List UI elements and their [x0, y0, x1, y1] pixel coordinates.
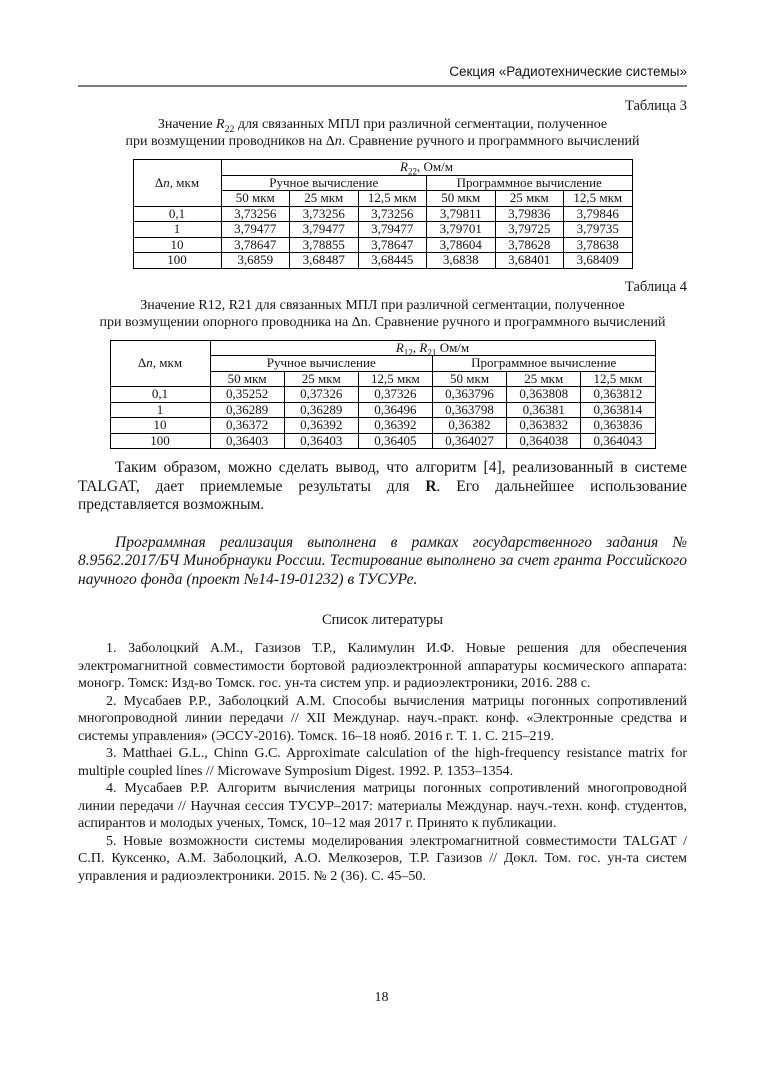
table-cell: 0,37326 — [358, 387, 432, 403]
header-rule — [78, 85, 687, 87]
reference-item: 2. Мусабаев Р.Р., Заболоцкий А.М. Способы вычисления матрицы погонных сопротивлений многопроводной линии передачи // XII Междунар. науч.-практ. конф. «Электронные средства и системы управления» (ЭССУ-2016). Томск. 16–18 нояб. 2016 г. Т. 1. С. 215–219. — [78, 693, 687, 744]
table-header-cell: 25 мкм — [507, 371, 581, 387]
table-cell: 3,79725 — [495, 222, 564, 238]
table-cell: 0,1 — [110, 387, 210, 403]
table-cell: 3,68487 — [290, 253, 359, 269]
running-head — [78, 0, 687, 80]
paragraph-text: . Его дальнейшее использование представляется возможным. — [78, 477, 688, 513]
page-number: 18 — [374, 990, 389, 1005]
table-cell: 3,68401 — [495, 253, 564, 269]
table-cell: 3,79477 — [358, 222, 427, 238]
table-cell: 100 — [110, 433, 210, 449]
table3-caption-line2 — [78, 133, 687, 150]
table-cell: 3,79701 — [427, 222, 496, 238]
references-list — [78, 640, 687, 885]
corner-symbol: n — [146, 355, 153, 370]
caption-text: при возмущении проводников на Δ — [125, 134, 335, 149]
table-row — [110, 433, 655, 449]
table-group-header: Программное вычисление — [432, 356, 655, 372]
table-cell: 3,79836 — [495, 206, 564, 222]
unit-text: Ом/м — [436, 339, 470, 355]
table-header-cell: 50 мкм — [427, 191, 496, 207]
table4-header-row-1 — [110, 340, 655, 356]
table-cell: 10 — [133, 237, 221, 253]
corner-symbol: n — [163, 174, 170, 190]
table-cell: 0,364043 — [581, 433, 655, 449]
table-cell: 0,36392 — [284, 418, 358, 434]
table3-header-row-1 — [133, 160, 632, 176]
table-cell: 0,36372 — [210, 418, 284, 434]
caption-symbol: R — [216, 117, 225, 132]
table-row — [110, 418, 655, 434]
table3-caption — [78, 116, 687, 150]
table-cell: 0,36289 — [210, 402, 284, 418]
table-header-cell: 50 мкм — [221, 191, 290, 207]
table-cell: 0,1 — [133, 206, 221, 222]
table-cell: 0,36403 — [284, 433, 358, 449]
table-cell: 3,78628 — [495, 237, 564, 253]
table-cell: 3,79477 — [290, 222, 359, 238]
table3 — [133, 159, 633, 269]
table-cell: 3,79811 — [427, 206, 496, 222]
table-cell: 1 — [133, 222, 221, 238]
table-cell: 0,363808 — [507, 387, 581, 403]
unit-symbol: R — [400, 159, 408, 174]
table-cell: 3,78647 — [221, 237, 290, 253]
table-row — [133, 222, 632, 238]
table-cell: 3,68445 — [358, 253, 427, 269]
table-cell: 0,36405 — [358, 433, 432, 449]
table3-caption-line1 — [78, 116, 687, 133]
table-row — [133, 253, 632, 269]
table-cell: 0,363832 — [507, 418, 581, 434]
table-header-cell: 12,5 мкм — [358, 371, 432, 387]
table-unit-cell — [210, 340, 655, 356]
unit-subscript: 21 — [427, 347, 437, 358]
table-row — [133, 206, 632, 222]
bold-symbol: R — [425, 477, 437, 495]
unit-symbol: R — [419, 339, 428, 355]
table-cell: 0,36382 — [432, 418, 506, 434]
table-cell: 0,363836 — [581, 418, 655, 434]
table-header-cell: 12,5 мкм — [581, 371, 655, 387]
table-cell: 0,364027 — [432, 433, 506, 449]
table-cell: 0,36392 — [358, 418, 432, 434]
table-header-cell: 50 мкм — [432, 371, 506, 387]
corner-text: , мкм — [152, 355, 183, 370]
table-cell: 3,79477 — [221, 222, 290, 238]
reference-item: 4. Мусабаев Р.Р. Алгоритм вычисления матрицы погонных сопротивлений многопроводной линии передачи // Научная сессия ТУСУР–2017: материалы Междунар. науч.-техн. конф. студентов, аспирантов и молодых ученых, Томск, 10–12 мая 2017 г. Принято к публикации. — [78, 781, 687, 831]
conclusion-paragraph — [78, 459, 687, 515]
table-cell: 3,6859 — [221, 253, 290, 269]
table-cell: 3,6838 — [427, 253, 496, 269]
table-header-cell: 25 мкм — [290, 191, 359, 207]
table-group-header: Программное вычисление — [427, 175, 633, 191]
table-group-header: Ручное вычисление — [210, 356, 432, 372]
table4-caption — [78, 297, 687, 331]
acknowledgement-paragraph: Программная реализация выполнена в рамках государственного задания № 8.9562.2017/БЧ Минобрнауки России. Тестирование выполнено за счет гранта Российского научного фонда (проект №14-19-01232) в ТУСУРе. — [78, 533, 687, 588]
unit-text: , Ом/м — [417, 159, 453, 174]
section-title: Секция «Радиотехнические системы» — [449, 64, 687, 79]
corner-text: Δ — [137, 355, 147, 370]
table-row — [110, 402, 655, 418]
corner-text: , мкм — [169, 174, 200, 190]
table-cell: 3,79735 — [564, 222, 633, 238]
table-group-header: Ручное вычисление — [221, 175, 427, 191]
table-cell: 1 — [110, 402, 210, 418]
table-cell: 0,363796 — [432, 387, 506, 403]
table-cell: 3,79846 — [564, 206, 633, 222]
table-cell: 3,78855 — [290, 237, 359, 253]
table-header-cell: 12,5 мкм — [358, 191, 427, 207]
table4 — [110, 340, 656, 450]
unit-symbol: R — [395, 339, 404, 355]
table-cell: 0,35252 — [210, 387, 284, 403]
table-cell: 3,78638 — [564, 237, 633, 253]
table-corner-cell — [110, 340, 210, 387]
table-header-cell: 25 мкм — [495, 191, 564, 207]
table-cell: 0,36381 — [507, 402, 581, 418]
table-cell: 0,364038 — [507, 433, 581, 449]
table-cell: 10 — [110, 418, 210, 434]
table-row — [110, 387, 655, 403]
table-header-cell: 50 мкм — [210, 371, 284, 387]
reference-item: 1. Заболоцкий А.М., Газизов Т.Р., Калимулин И.Ф. Новые решения для обеспечения электромагнитной совместимости бортовой радиоэлектронной аппаратуры космического аппарата: моногр. Томск: Изд-во Томск. гос. ун-та систем упр. и радиоэлектроники, 2016. 288 с. — [78, 641, 687, 691]
unit-text: , — [412, 339, 420, 355]
caption-subscript: 22 — [224, 123, 235, 135]
table-cell: 3,78647 — [358, 237, 427, 253]
table-cell: 3,73256 — [290, 206, 359, 222]
reference-item: 5. Новые возможности системы моделирования электромагнитной совместимости TALGAT / С.П. Куксенко, А.М. Заболоцкий, А.О. Мелкозеров, Т.Р. Газизов // Докл. Том. гос. ун-та систем управления и радиоэлектроники. 2015. № 2 (36). С. 45–50. — [78, 833, 687, 884]
reference-item: 3. Matthaei G.L., Chinn G.C. Approximate calculation of the high-frequency resistance matrix for multiple coupled lines // Microwave Symposium Digest. 1992. P. 1353–1354. — [78, 746, 687, 779]
caption-text: Значение — [157, 117, 217, 132]
table-cell: 3,78604 — [427, 237, 496, 253]
table4-caption-line1: Значение R12, R21 для связанных МПЛ при различной сегментации, полученное — [140, 297, 625, 313]
table-cell: 0,363814 — [581, 402, 655, 418]
table-row — [133, 237, 632, 253]
table-cell: 0,36289 — [284, 402, 358, 418]
unit-subscript: 22 — [407, 166, 418, 177]
table-cell: 100 — [133, 253, 221, 269]
caption-text: . Сравнение ручного и программного вычислений — [341, 134, 640, 149]
unit-subscript: 12 — [403, 347, 413, 358]
table-cell: 0,36403 — [210, 433, 284, 449]
references-heading: Список литературы — [321, 612, 443, 628]
table-cell: 3,73256 — [358, 206, 427, 222]
table4-label: Таблица 4 — [624, 278, 687, 295]
corner-text: Δ — [154, 174, 164, 190]
table4-caption-line2: при возмущении опорного проводника на Δn. Сравнение ручного и программного вычислений — [99, 314, 666, 330]
caption-symbol: n — [334, 134, 342, 149]
table-cell: 0,363798 — [432, 402, 506, 418]
table-cell: 3,68409 — [564, 253, 633, 269]
table-corner-cell — [133, 160, 221, 207]
table-cell: 3,73256 — [221, 206, 290, 222]
table-cell: 0,36496 — [358, 402, 432, 418]
paragraph-text: Таким образом, можно сделать вывод, что алгоритм [4], реализованный в системе TALGAT, дает приемлемые результаты для — [78, 459, 687, 495]
table-cell: 0,363812 — [581, 387, 655, 403]
table3-label: Таблица 3 — [624, 98, 687, 114]
table-header-cell: 12,5 мкм — [564, 191, 633, 207]
table-header-cell: 25 мкм — [284, 371, 358, 387]
table-cell: 0,37326 — [284, 387, 358, 403]
caption-text: для связанных МПЛ при различной сегментации, полученное — [234, 117, 608, 132]
table-unit-cell — [221, 160, 632, 176]
